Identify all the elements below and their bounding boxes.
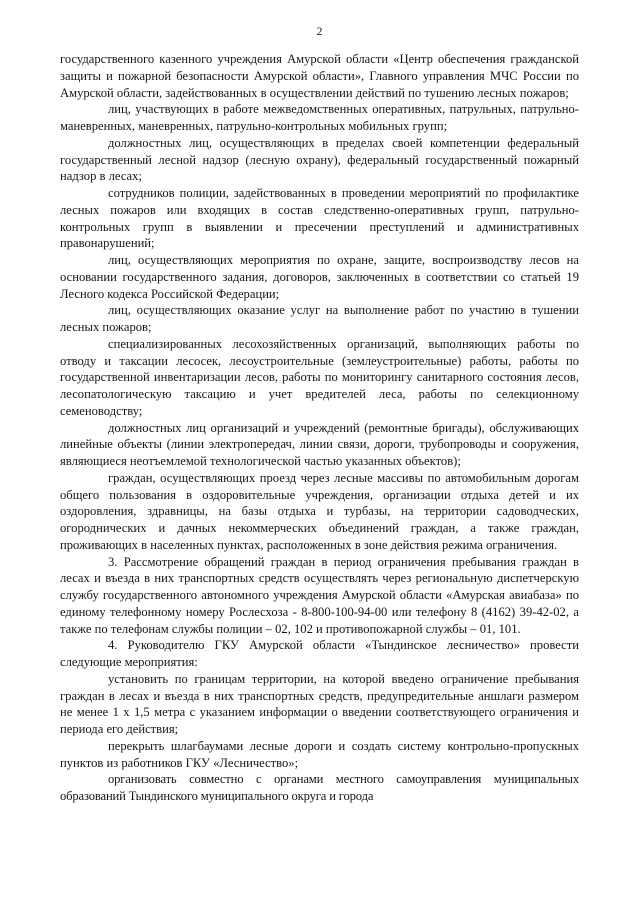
paragraph-organize-jointly: организовать совместно с органами местного самоуправления муниципальных образований Тындинского муниципального округа и города <box>60 772 579 803</box>
paragraph-item-4-head: 4. Руководителю ГКУ Амурской области «Тындинское лесничество» провести следующие мероприятия: <box>60 638 579 669</box>
paragraph-linear-objects-staff: должностных лиц организаций и учреждений (ремонтные бригады), обслуживающих линейные объекты (линии электропередач, линии связи, дороги, трубопроводы и сооружения, являющиеся неотъемлемой технологической частью указанных объектов); <box>60 420 579 468</box>
page-number: 2 <box>316 24 323 38</box>
paragraph-specialized-forestry-orgs: специализированных лесохозяйственных организаций, выполняющих работы по отводу и таксации лесосек, лесоустроительные (землеустроительные) работы, работы по государственной инвентаризации лесов, работы по мониторингу санитарного состояния лесов, лесопатологическую таксацию и учет вредителей леса, работы по селекционному семеноводству; <box>60 336 579 418</box>
document-body <box>60 51 579 805</box>
paragraph-item-3-appeals: 3. Рассмотрение обращений граждан в период ограничения пребывания граждан в лесах и въезда в них транспортных средств осуществлять через региональную диспетчерскую службу государственного автономного учреждения Амурской области «Амурская авиабаза» по единому телефонному номеру Рослесхоза - 8-800-100-94-00 или телефону 8 (4162) 39-42-02, а также по телефонам службы полиции – 02, 102 и противопожарной службы – 01, 101. <box>60 554 579 636</box>
paragraph-forest-protection-persons: лиц, осуществляющих мероприятия по охране, защите, воспроизводству лесов на основании государственного задания, договоров, заключенных в соответствии со статьей 19 Лесного кодекса Российской Федерации; <box>60 253 579 301</box>
paragraph-forest-supervision-officials: должностных лиц, осуществляющих в пределах своей компетенции федеральный государственный лесной надзор (лесную охрану), федеральный государственный пожарный надзор в лесах; <box>60 135 579 184</box>
paragraph-citizens-travel: граждан, осуществляющих проезд через лесные массивы по автомобильным дорогам общего пользования в оздоровительные учреждения, организации отдыха детей и их оздоровления, здравницы, на базы отдыха и турбазы, на территории садоводческих, огороднических и дачных некоммерческих объединений граждан, а также граждан, проживающих в населенных пунктах, расположенных в зоне действия режима ограничения. <box>60 470 579 552</box>
paragraph-interagency-groups: лиц, участвующих в работе межведомственных оперативных, патрульных, патрульно-маневренных, маневренных, патрульно-контрольных мобильных групп; <box>60 102 579 133</box>
paragraph-barriers-checkpoints: перекрыть шлагбаумами лесные дороги и создать систему контрольно-пропускных пунктов из работников ГКУ «Лесничество»; <box>60 738 579 770</box>
paragraph-firefighting-services: лиц, осуществляющих оказание услуг на выполнение работ по участию в тушении лесных пожаров; <box>60 303 579 334</box>
paragraph-warning-signs: установить по границам территории, на которой введено ограничение пребывания граждан в лесах и въезда в них транспортных средств, предупредительные аншлаги размером не менее 1 х 1,5 метра с указанием информации о введении соответствующего ограничения и периода его действия; <box>60 671 579 736</box>
paragraph-police-officers: сотрудников полиции, задействованных в проведении мероприятий по профилактике лесных пожаров или входящих в состав следственно-оперативных групп, патрульно-контрольных групп в выявлении и пресечении преступлений и административных правонарушений; <box>60 186 579 251</box>
paragraph-continuation: государственного казенного учреждения Амурской области «Центр обеспечения гражданской защиты и пожарной безопасности Амурской области», Главного управления МЧС России по Амурской области, задействованных в осуществлении действий по тушению лесных пожаров; <box>60 52 579 100</box>
